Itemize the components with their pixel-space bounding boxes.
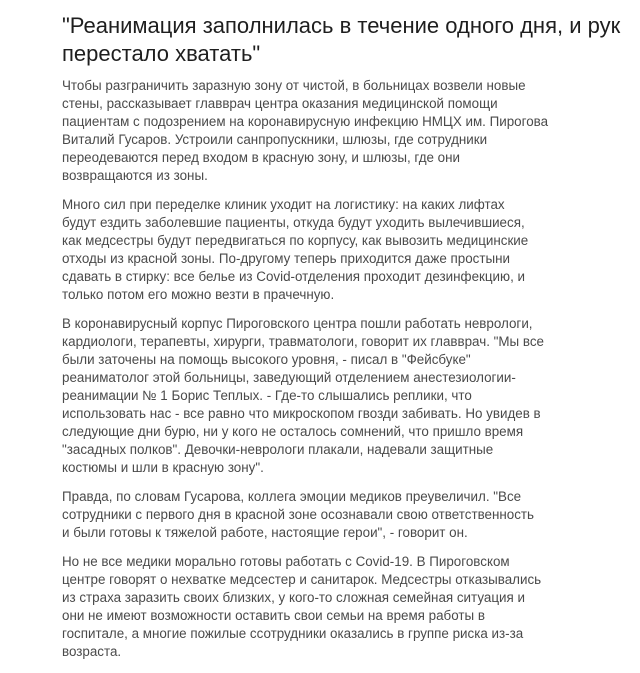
paragraph-line: стены, рассказывает главврач центра оказания медицинской помощи: [62, 96, 498, 111]
paragraph-line: переодеваются перед входом в красную зону, и шлюзы, где они: [62, 150, 460, 165]
paragraph-line: госпитале, а многие пожилые ссотрудники оказались в группе риска из-за: [62, 626, 524, 641]
paragraph-line: Виталий Гусаров. Устроили санпропускники, шлюзы, где сотрудники: [62, 132, 488, 147]
paragraph-line: кардиологи, терапевты, хирурги, травматологи, говорит их главврач. "Мы все: [62, 334, 544, 349]
paragraph-line: только потом его можно везти в прачечную.: [62, 287, 335, 302]
paragraph-line: центре говорят о нехватке медсестер и санитарок. Медсестры отказывались: [62, 572, 542, 587]
paragraph-line: Чтобы разграничить заразную зону от чистой, в больницах возвели новые: [62, 78, 526, 93]
paragraph-line: сотрудники с первого дня в красной зоне осознавали свою ответственность: [62, 507, 535, 522]
paragraph-line: реаниматолог этой больницы, заведующий отделением анестезиологии-: [62, 370, 516, 385]
paragraph-line: реанимации № 1 Борис Теплых. - Где-то слышались реплики, что: [62, 388, 472, 403]
paragraph-line: пациентам с подозрением на коронавирусную инфекцию НМЦХ им. Пирогова: [62, 114, 549, 129]
article-paragraph: [62, 488, 632, 542]
paragraph-line: и были готовы к тяжелой работе, настоящие герои", - говорит он.: [62, 525, 468, 540]
article-body: [62, 77, 632, 661]
heading-line: перестало хватать": [62, 41, 261, 66]
paragraph-line: использовать нас - все равно что микроскопом гвозди забивать. Но увидев в: [62, 406, 541, 421]
heading-line: "Реанимация заполнилась в течение одного дня, и рук: [62, 13, 621, 38]
paragraph-line: они не имеют возможности оставить свои семьи на время работы в: [62, 608, 485, 623]
paragraph-line: были заточены на помощь высокого уровня, - писал в "Фейсбуке": [62, 352, 471, 367]
paragraph-line: Много сил при переделке клиник уходит на логистику: на каких лифтах: [62, 197, 505, 212]
paragraph-line: возвращаются из зоны.: [62, 168, 208, 183]
paragraph-line: В коронавирусный корпус Пироговского центра пошли работать неврологи,: [62, 316, 533, 331]
paragraph-line: из страха заразить своих близких, у кого-то сложная семейная ситуация и: [62, 590, 525, 605]
article: [62, 12, 632, 672]
paragraph-line: костюмы и шли в красную зону".: [62, 460, 264, 475]
article-paragraph: [62, 315, 632, 477]
paragraph-line: следующие дни бурю, ни у кого не осталось сомнений, что пришло время: [62, 424, 524, 439]
paragraph-line: будут ездить заболевшие пациенты, откуда будут уходить вылечившиеся,: [62, 215, 525, 230]
article-paragraph: [62, 196, 632, 304]
paragraph-line: отходы из красной зоны. По-другому теперь приходится даже простыни: [62, 251, 510, 266]
paragraph-line: Но не все медики морально готовы работать с Covid-19. В Пироговском: [62, 554, 510, 569]
paragraph-line: "засадных полков". Девочки-неврологи плакали, надевали защитные: [62, 442, 494, 457]
article-paragraph: [62, 77, 632, 185]
paragraph-line: возраста.: [62, 644, 122, 659]
paragraph-line: сдавать в стирку: все белье из Covid-отделения проходит дезинфекцию, и: [62, 269, 525, 284]
article-paragraph: [62, 553, 632, 661]
article-heading: [62, 12, 632, 68]
paragraph-line: как медсестры будут передвигаться по корпусу, как вывозить медицинские: [62, 233, 529, 248]
paragraph-line: Правда, по словам Гусарова, коллега эмоции медиков преувеличил. "Все: [62, 489, 522, 504]
